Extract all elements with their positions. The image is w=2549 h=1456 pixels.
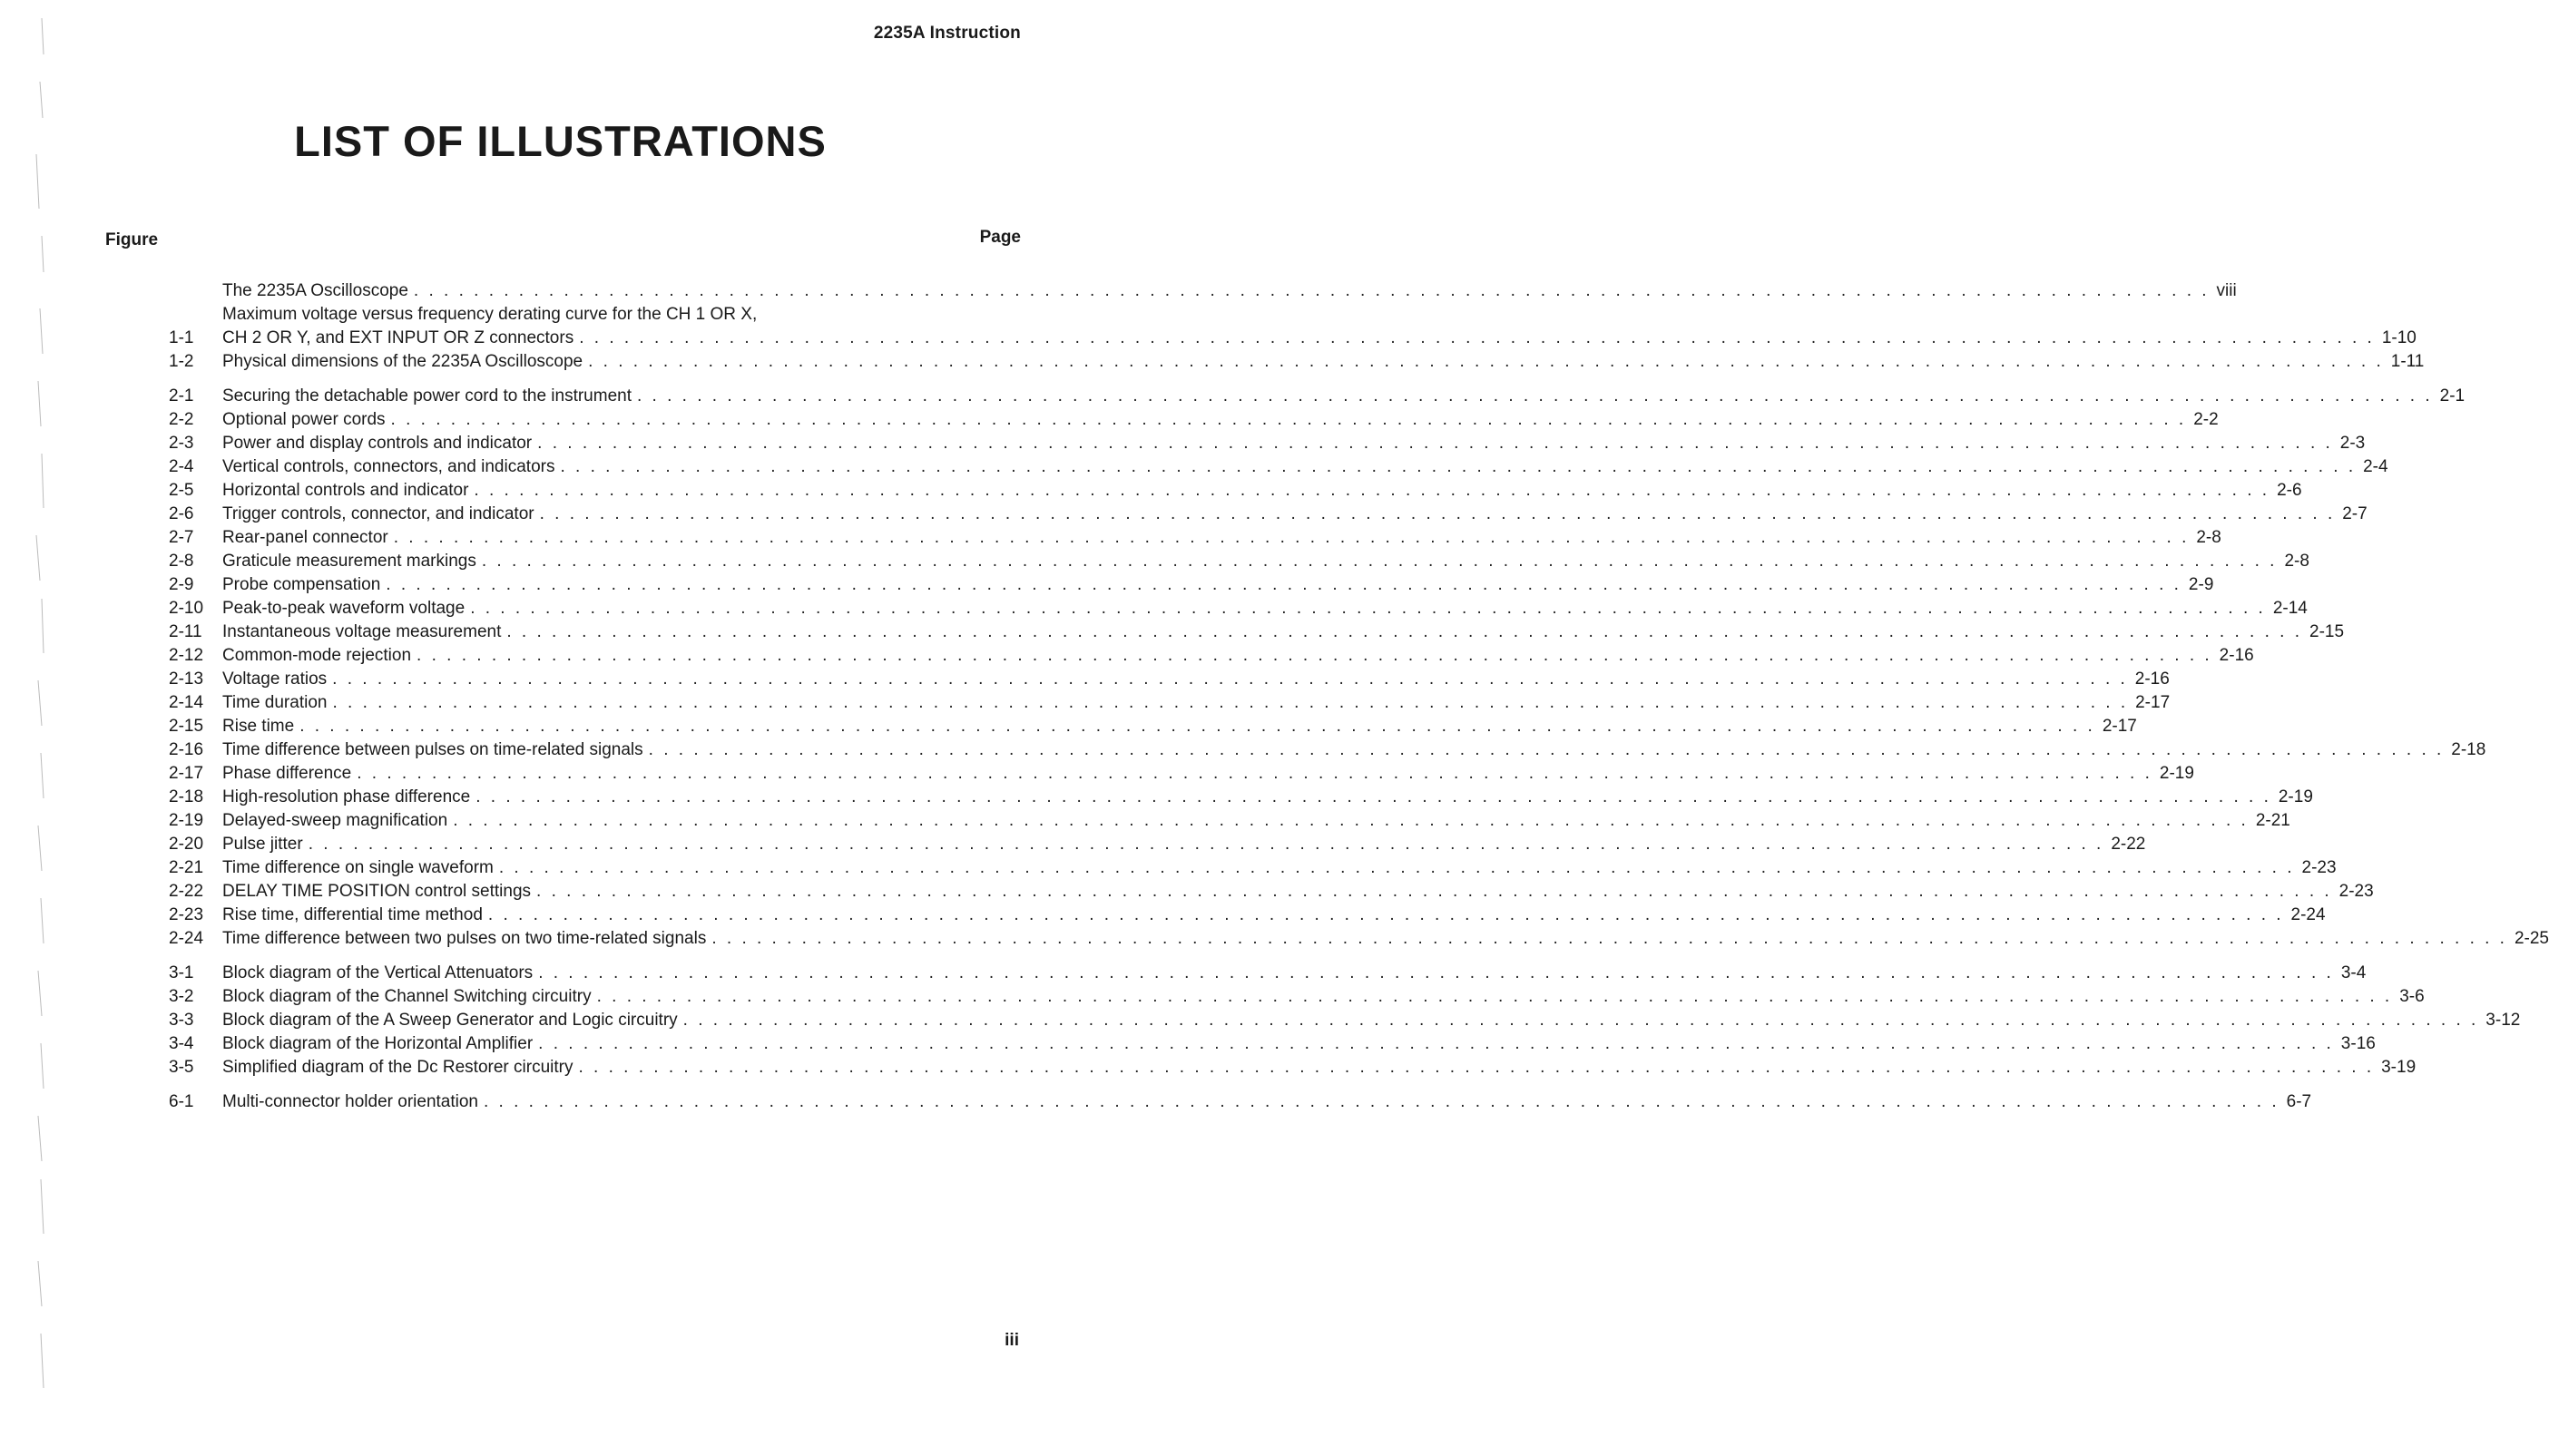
figure-entry [169,573,2214,597]
figure-title: DELAY TIME POSITION control settings [222,882,532,901]
figure-title-row [222,668,2170,691]
figure-page-number: 2-8 [2284,552,2309,571]
figure-title-row [222,833,2146,856]
dot-leader: . . . . . . . . . . . . . . . . . . . . . . . . . . . . . . . . . . . . . . . . . . . . . . . . . . . . . . . . . . . . . . . . . . . . . . . . . . . . . . . . . . . . . . . . . . . . . . . . . . . . . . . . . . . . . . . . . . . . . . . . [413,281,2210,300]
figure-title: Trigger controls, connector, and indicator [222,504,534,523]
figure-group [169,385,2549,951]
figure-title: Rear-panel connector [222,528,388,547]
figure-page-number: 2-14 [2272,599,2308,618]
figure-page-number: 2-23 [2338,882,2374,901]
figure-title: Rise time, differential time method [222,905,483,924]
figure-title-row [222,856,2337,880]
figure-number: 2-6 [169,504,194,523]
page-title: LIST OF ILLUSTRATIONS [294,117,827,165]
figure-page-number: 3-6 [2399,987,2425,1006]
dot-leader: . . . . . . . . . . . . . . . . . . . . . . . . . . . . . . . . . . . . . . . . . . . . . . . . . . . . . . . . . . . . . . . . . . . . . . . . . . . . . . . . . . . . . . . . . . . . . . . . . . . . . . . . . . . . . . . . . . . . . . . . [332,693,2129,712]
figure-number: 2-5 [169,481,194,500]
figure-title: Horizontal controls and indicator [222,481,469,500]
figure-title: Power and display controls and indicator [222,434,533,453]
figure-page-number: 3-16 [2340,1034,2376,1053]
figure-title: Block diagram of the Channel Switching circuitry [222,987,592,1006]
figure-number: 2-19 [169,811,204,830]
figure-entry [169,526,2221,550]
figure-text [222,833,2146,856]
figure-text [222,1090,2312,1114]
figure-number: 2-12 [169,646,204,665]
figure-page-number: 2-25 [2514,929,2549,948]
figure-entry [169,1009,2521,1032]
figure-entry [169,279,2237,303]
figure-number: 2-4 [169,457,194,476]
figure-title-row [222,1032,2376,1056]
figure-entry [169,432,2366,455]
dot-leader: . . . . . . . . . . . . . . . . . . . . . . . . . . . . . . . . . . . . . . . . . . . . . . . . . . . . . . . . . . . . . . . . . . . . . . . . . . . . . . . . . . . . . . . . . . . . . . . . . . . . . . . . . . . . . . . . . . . . . . . . [470,599,2266,618]
column-header-page: Page [979,228,1021,247]
figure-number: 2-21 [169,858,204,877]
figure-number: 2-13 [169,669,204,689]
dot-leader: . . . . . . . . . . . . . . . . . . . . . . . . . . . . . . . . . . . . . . . . . . . . . . . . . . . . . . . . . . . . . . . . . . . . . . . . . . . . . . . . . . . . . . . . . . . . . . . . . . . . . . . . . . . . . . . . . . . . . . . . [560,457,2357,476]
figure-text [222,350,2425,374]
figure-title-row [222,962,2367,985]
dot-leader: . . . . . . . . . . . . . . . . . . . . . . . . . . . . . . . . . . . . . . . . . . . . . . . . . . . . . . . . . . . . . . . . . . . . . . . . . . . . . . . . . . . . . . . . . . . . . . . . . . . . . . . . . . . . . . . . . . . . . . . . [390,410,2187,429]
figure-title-row [222,762,2194,786]
figure-text [222,385,2466,408]
figure-title: Delayed-sweep magnification [222,811,448,830]
figure-title: The 2235A Oscilloscope [222,281,408,300]
figure-entry [169,550,2309,573]
dot-leader: . . . . . . . . . . . . . . . . . . . . . . . . . . . . . . . . . . . . . . . . . . . . . . . . . . . . . . . . . . . . . . . . . . . . . . . . . . . . . . . . . . . . . . . . . . . . . . . . . . . . . . . . . . . . . . . . . . . . . . . . [538,963,2334,982]
figure-page-number: 1-10 [2381,328,2417,347]
dot-leader: . . . . . . . . . . . . . . . . . . . . . . . . . . . . . . . . . . . . . . . . . . . . . . . . . . . . . . . . . . . . . . . . . . . . . . . . . . . . . . . . . . . . . . . . . . . . . . . . . . . . . . . . . . . . . . . . . . . . . . . . [711,929,2507,948]
figure-entry [169,1090,2312,1114]
figure-entry [169,303,2417,350]
figure-title-row [222,479,2302,503]
figure-page-number: 2-16 [2219,646,2254,665]
figure-number: 2-16 [169,740,204,759]
figure-entry [169,668,2170,691]
figure-entry [169,1032,2376,1056]
figure-title: Rise time [222,717,295,736]
figure-text [222,691,2171,715]
dot-leader: . . . . . . . . . . . . . . . . . . . . . . . . . . . . . . . . . . . . . . . . . . . . . . . . . . . . . . . . . . . . . . . . . . . . . . . . . . . . . . . . . . . . . . . . . . . . . . . . . . . . . . . . . . . . . . . . . . . . . . . . [588,352,2384,371]
figure-title: Instantaneous voltage measurement [222,622,502,641]
figure-page-number: 2-16 [2134,669,2170,689]
figure-title-row [222,715,2137,738]
figure-title: Time difference on single waveform [222,858,494,877]
dot-leader: . . . . . . . . . . . . . . . . . . . . . . . . . . . . . . . . . . . . . . . . . . . . . . . . . . . . . . . . . . . . . . . . . . . . . . . . . . . . . . . . . . . . . . . . . . . . . . . . . . . . . . . . . . . . . . . . . . . . . . . . [637,386,2433,406]
figure-text [222,880,2374,904]
figure-text [222,455,2388,479]
figure-title: Securing the detachable power cord to the instrument [222,386,632,406]
figure-title-line: Maximum voltage versus frequency derating curve for the CH 1 OR X, [222,305,758,324]
figure-page-number: viii [2216,281,2237,300]
figure-title-row [222,550,2309,573]
figure-page-number: 2-17 [2135,693,2171,712]
figure-entry [169,880,2374,904]
figure-page-number: 1-11 [2390,352,2425,371]
figure-text [222,550,2309,573]
figure-title: Multi-connector holder orientation [222,1092,478,1111]
figure-group [169,279,2425,374]
figure-number: 3-5 [169,1058,194,1077]
figure-page-number: 2-4 [2363,457,2388,476]
figure-title: Time difference between two pulses on two time-related signals [222,929,707,948]
figure-group [169,1090,2312,1114]
dot-leader: . . . . . . . . . . . . . . . . . . . . . . . . . . . . . . . . . . . . . . . . . . . . . . . . . . . . . . . . . . . . . . . . . . . . . . . . . . . . . . . . . . . . . . . . . . . . . . . . . . . . . . . . . . . . . . . . . . . . . . . . [484,1092,2279,1111]
figure-page-number: 2-8 [2196,528,2221,547]
dot-leader: . . . . . . . . . . . . . . . . . . . . . . . . . . . . . . . . . . . . . . . . . . . . . . . . . . . . . . . . . . . . . . . . . . . . . . . . . . . . . . . . . . . . . . . . . . . . . . . . . . . . . . . . . . . . . . . . . . . . . . . . [648,740,2445,759]
figure-title-row [222,691,2171,715]
figure-number: 2-14 [169,693,204,712]
figure-number: 2-3 [169,434,194,453]
figure-number: 2-18 [169,787,204,806]
dot-leader: . . . . . . . . . . . . . . . . . . . . . . . . . . . . . . . . . . . . . . . . . . . . . . . . . . . . . . . . . . . . . . . . . . . . . . . . . . . . . . . . . . . . . . . . . . . . . . . . . . . . . . . . . . . . . . . . . . . . . . . . [453,811,2249,830]
dot-leader: . . . . . . . . . . . . . . . . . . . . . . . . . . . . . . . . . . . . . . . . . . . . . . . . . . . . . . . . . . . . . . . . . . . . . . . . . . . . . . . . . . . . . . . . . . . . . . . . . . . . . . . . . . . . . . . . . . . . . . . . [357,764,2152,783]
figure-text [222,479,2302,503]
dot-leader: . . . . . . . . . . . . . . . . . . . . . . . . . . . . . . . . . . . . . . . . . . . . . . . . . . . . . . . . . . . . . . . . . . . . . . . . . . . . . . . . . . . . . . . . . . . . . . . . . . . . . . . . . . . . . . . . . . . . . . . . [498,858,2295,877]
figure-text [222,904,2326,927]
figure-number: 2-10 [169,599,204,618]
figure-text [222,644,2254,668]
dot-leader: . . . . . . . . . . . . . . . . . . . . . . . . . . . . . . . . . . . . . . . . . . . . . . . . . . . . . . . . . . . . . . . . . . . . . . . . . . . . . . . . . . . . . . . . . . . . . . . . . . . . . . . . . . . . . . . . . . . . . . . . [579,328,2375,347]
figure-title: Voltage ratios [222,669,328,689]
figure-number: 2-22 [169,882,204,901]
figure-title: CH 2 OR Y, and EXT INPUT OR Z connectors [222,328,574,347]
figure-title-row [222,985,2425,1009]
figure-entry [169,904,2326,927]
dot-leader: . . . . . . . . . . . . . . . . . . . . . . . . . . . . . . . . . . . . . . . . . . . . . . . . . . . . . . . . . . . . . . . . . . . . . . . . . . . . . . . . . . . . . . . . . . . . . . . . . . . . . . . . . . . . . . . . . . . . . . . . [487,905,2284,924]
dot-leader: . . . . . . . . . . . . . . . . . . . . . . . . . . . . . . . . . . . . . . . . . . . . . . . . . . . . . . . . . . . . . . . . . . . . . . . . . . . . . . . . . . . . . . . . . . . . . . . . . . . . . . . . . . . . . . . . . . . . . . . . [596,987,2393,1006]
figure-entry [169,809,2290,833]
figure-title: Phase difference [222,764,352,783]
figure-entry [169,715,2137,738]
figure-text [222,856,2337,880]
figure-number: 2-7 [169,528,194,547]
figure-page-number: 2-19 [2278,787,2313,806]
figure-entry [169,455,2388,479]
figure-title: Vertical controls, connectors, and indicators [222,457,555,476]
figure-entry [169,408,2219,432]
figure-number: 3-1 [169,963,194,982]
dot-leader: . . . . . . . . . . . . . . . . . . . . . . . . . . . . . . . . . . . . . . . . . . . . . . . . . . . . . . . . . . . . . . . . . . . . . . . . . . . . . . . . . . . . . . . . . . . . . . . . . . . . . . . . . . . . . . . . . . . . . . . . [537,434,2333,453]
figure-title-row [222,904,2326,927]
figure-title-row [222,385,2466,408]
document-label: 2235A Instruction [873,24,1021,43]
figure-title: Peak-to-peak waveform voltage [222,599,466,618]
figure-title-row [222,738,2486,762]
figure-text [222,621,2345,644]
figure-title-row [222,503,2368,526]
figure-entry [169,856,2337,880]
figure-title-row [222,597,2308,621]
figure-text [222,715,2137,738]
dot-leader: . . . . . . . . . . . . . . . . . . . . . . . . . . . . . . . . . . . . . . . . . . . . . . . . . . . . . . . . . . . . . . . . . . . . . . . . . . . . . . . . . . . . . . . . . . . . . . . . . . . . . . . . . . . . . . . . . . . . . . . . [578,1058,2375,1077]
page-number: iii [1005,1331,1019,1350]
figure-title-row [222,573,2214,597]
figure-page-number: 3-4 [2340,963,2367,982]
figure-title-row [222,786,2313,809]
figure-page-number: 2-24 [2290,905,2326,924]
figure-page-number: 2-21 [2255,811,2290,830]
figure-entry [169,1056,2417,1080]
dot-leader: . . . . . . . . . . . . . . . . . . . . . . . . . . . . . . . . . . . . . . . . . . . . . . . . . . . . . . . . . . . . . . . . . . . . . . . . . . . . . . . . . . . . . . . . . . . . . . . . . . . . . . . . . . . . . . . . . . . . . . . . [475,787,2271,806]
dot-leader: . . . . . . . . . . . . . . . . . . . . . . . . . . . . . . . . . . . . . . . . . . . . . . . . . . . . . . . . . . . . . . . . . . . . . . . . . . . . . . . . . . . . . . . . . . . . . . . . . . . . . . . . . . . . . . . . . . . . . . . . [417,646,2212,665]
figure-page-number: 2-17 [2102,717,2137,736]
illustrations-list [169,279,2549,1125]
figure-entry [169,985,2425,1009]
figure-text [222,279,2237,303]
figure-number: 2-1 [169,386,194,406]
figure-title-row [222,1009,2521,1032]
figure-text [222,597,2308,621]
figure-title-row [222,279,2237,303]
figure-text [222,762,2194,786]
figure-entry [169,691,2171,715]
figure-number: 2-9 [169,575,194,594]
figure-title-row [222,927,2549,951]
dot-leader: . . . . . . . . . . . . . . . . . . . . . . . . . . . . . . . . . . . . . . . . . . . . . . . . . . . . . . . . . . . . . . . . . . . . . . . . . . . . . . . . . . . . . . . . . . . . . . . . . . . . . . . . . . . . . . . . . . . . . . . . [393,528,2190,547]
figure-title-row [222,1056,2417,1080]
figure-title-row [222,327,2417,350]
dot-leader: . . . . . . . . . . . . . . . . . . . . . . . . . . . . . . . . . . . . . . . . . . . . . . . . . . . . . . . . . . . . . . . . . . . . . . . . . . . . . . . . . . . . . . . . . . . . . . . . . . . . . . . . . . . . . . . . . . . . . . . . [682,1011,2479,1030]
dot-leader: . . . . . . . . . . . . . . . . . . . . . . . . . . . . . . . . . . . . . . . . . . . . . . . . . . . . . . . . . . . . . . . . . . . . . . . . . . . . . . . . . . . . . . . . . . . . . . . . . . . . . . . . . . . . . . . . . . . . . . . . [386,575,2181,594]
figure-text [222,408,2219,432]
dot-leader: . . . . . . . . . . . . . . . . . . . . . . . . . . . . . . . . . . . . . . . . . . . . . . . . . . . . . . . . . . . . . . . . . . . . . . . . . . . . . . . . . . . . . . . . . . . . . . . . . . . . . . . . . . . . . . . . . . . . . . . . [299,717,2095,736]
figure-title: Block diagram of the Vertical Attenuators [222,963,534,982]
figure-page-number: 2-2 [2193,410,2219,429]
figure-entry [169,597,2308,621]
figure-page-number: 2-23 [2301,858,2337,877]
figure-number: 2-11 [169,622,202,641]
figure-number: 3-2 [169,987,194,1006]
figure-entry [169,927,2549,951]
figure-entry [169,762,2194,786]
figure-number: 2-8 [169,552,194,571]
figure-text [222,962,2367,985]
figure-title-row [222,526,2221,550]
figure-entry [169,503,2368,526]
figure-entry [169,786,2313,809]
figure-title-row [222,350,2425,374]
figure-page-number: 2-18 [2451,740,2486,759]
figure-title: Common-mode rejection [222,646,412,665]
figure-title-row [222,621,2345,644]
binding-hole-marks [0,0,100,1451]
dot-leader: . . . . . . . . . . . . . . . . . . . . . . . . . . . . . . . . . . . . . . . . . . . . . . . . . . . . . . . . . . . . . . . . . . . . . . . . . . . . . . . . . . . . . . . . . . . . . . . . . . . . . . . . . . . . . . . . . . . . . . . . [308,835,2104,854]
figure-text [222,303,2417,350]
figure-text [222,432,2366,455]
dot-leader: . . . . . . . . . . . . . . . . . . . . . . . . . . . . . . . . . . . . . . . . . . . . . . . . . . . . . . . . . . . . . . . . . . . . . . . . . . . . . . . . . . . . . . . . . . . . . . . . . . . . . . . . . . . . . . . . . . . . . . . . [332,669,2128,689]
figure-page-number: 2-19 [2159,764,2194,783]
figure-title: Probe compensation [222,575,381,594]
figure-number: 1-1 [169,328,194,347]
figure-text [222,786,2313,809]
figure-number: 6-1 [169,1092,194,1111]
figure-title: Block diagram of the Horizontal Amplifier [222,1034,534,1053]
figure-text [222,1056,2417,1080]
figure-title: High-resolution phase difference [222,787,471,806]
figure-group [169,962,2521,1080]
figure-number: 2-15 [169,717,204,736]
dot-leader: . . . . . . . . . . . . . . . . . . . . . . . . . . . . . . . . . . . . . . . . . . . . . . . . . . . . . . . . . . . . . . . . . . . . . . . . . . . . . . . . . . . . . . . . . . . . . . . . . . . . . . . . . . . . . . . . . . . . . . . . [539,504,2336,523]
figure-title-row [222,432,2366,455]
figure-number: 3-4 [169,1034,194,1053]
dot-leader: . . . . . . . . . . . . . . . . . . . . . . . . . . . . . . . . . . . . . . . . . . . . . . . . . . . . . . . . . . . . . . . . . . . . . . . . . . . . . . . . . . . . . . . . . . . . . . . . . . . . . . . . . . . . . . . . . . . . . . . . [506,622,2302,641]
figure-title: Pulse jitter [222,835,303,854]
figure-text [222,503,2368,526]
figure-title: Time difference between pulses on time-related signals [222,740,643,759]
figure-page-number: 2-3 [2339,434,2366,453]
figure-text [222,927,2549,951]
figure-entry [169,385,2466,408]
figure-number: 1-2 [169,352,194,371]
figure-number: 2-17 [169,764,204,783]
figure-number: 2-2 [169,410,194,429]
figure-title-row [222,1090,2312,1114]
figure-text [222,573,2214,597]
figure-title: Block diagram of the A Sweep Generator and Logic circuitry [222,1011,678,1030]
figure-title-row [222,880,2374,904]
figure-page-number: 2-6 [2277,481,2302,500]
figure-text [222,809,2290,833]
column-header-figure: Figure [105,230,159,249]
figure-text [222,1009,2521,1032]
figure-title: Optional power cords [222,410,386,429]
figure-entry [169,479,2302,503]
figure-title-row [222,408,2219,432]
figure-entry [169,738,2486,762]
dot-leader: . . . . . . . . . . . . . . . . . . . . . . . . . . . . . . . . . . . . . . . . . . . . . . . . . . . . . . . . . . . . . . . . . . . . . . . . . . . . . . . . . . . . . . . . . . . . . . . . . . . . . . . . . . . . . . . . . . . . . . . . [538,1034,2334,1053]
figure-text [222,1032,2376,1056]
figure-page-number: 2-7 [2342,504,2368,523]
figure-page-number: 2-1 [2439,386,2466,406]
figure-number: 2-23 [169,905,204,924]
figure-page-number: 2-15 [2309,622,2345,641]
figure-entry [169,621,2345,644]
figure-page-number: 2-22 [2111,835,2146,854]
figure-page-number: 2-9 [2188,575,2214,594]
figure-text [222,738,2486,762]
figure-title: Simplified diagram of the Dc Restorer circuitry [222,1058,574,1077]
figure-title-row [222,644,2254,668]
figure-page-number: 3-19 [2381,1058,2417,1077]
figure-title: Graticule measurement markings [222,552,476,571]
figure-title-row [222,809,2290,833]
figure-entry [169,962,2367,985]
figure-text [222,526,2221,550]
figure-title: Time duration [222,693,328,712]
figure-entry [169,833,2146,856]
dot-leader: . . . . . . . . . . . . . . . . . . . . . . . . . . . . . . . . . . . . . . . . . . . . . . . . . . . . . . . . . . . . . . . . . . . . . . . . . . . . . . . . . . . . . . . . . . . . . . . . . . . . . . . . . . . . . . . . . . . . . . . . [536,882,2332,901]
figure-text [222,668,2170,691]
figure-entry [169,350,2425,374]
figure-number: 2-24 [169,929,204,948]
figure-number: 2-20 [169,835,204,854]
figure-title: Physical dimensions of the 2235A Oscilloscope [222,352,583,371]
figure-title-row [222,455,2388,479]
dot-leader: . . . . . . . . . . . . . . . . . . . . . . . . . . . . . . . . . . . . . . . . . . . . . . . . . . . . . . . . . . . . . . . . . . . . . . . . . . . . . . . . . . . . . . . . . . . . . . . . . . . . . . . . . . . . . . . . . . . . . . . . [481,552,2278,571]
figure-page-number: 3-12 [2485,1011,2521,1030]
figure-text [222,985,2425,1009]
figure-page-number: 6-7 [2286,1092,2312,1111]
figure-number: 3-3 [169,1011,194,1030]
binding-marks-svg [0,0,100,1451]
figure-entry [169,644,2254,668]
dot-leader: . . . . . . . . . . . . . . . . . . . . . . . . . . . . . . . . . . . . . . . . . . . . . . . . . . . . . . . . . . . . . . . . . . . . . . . . . . . . . . . . . . . . . . . . . . . . . . . . . . . . . . . . . . . . . . . . . . . . . . . . [474,481,2270,500]
